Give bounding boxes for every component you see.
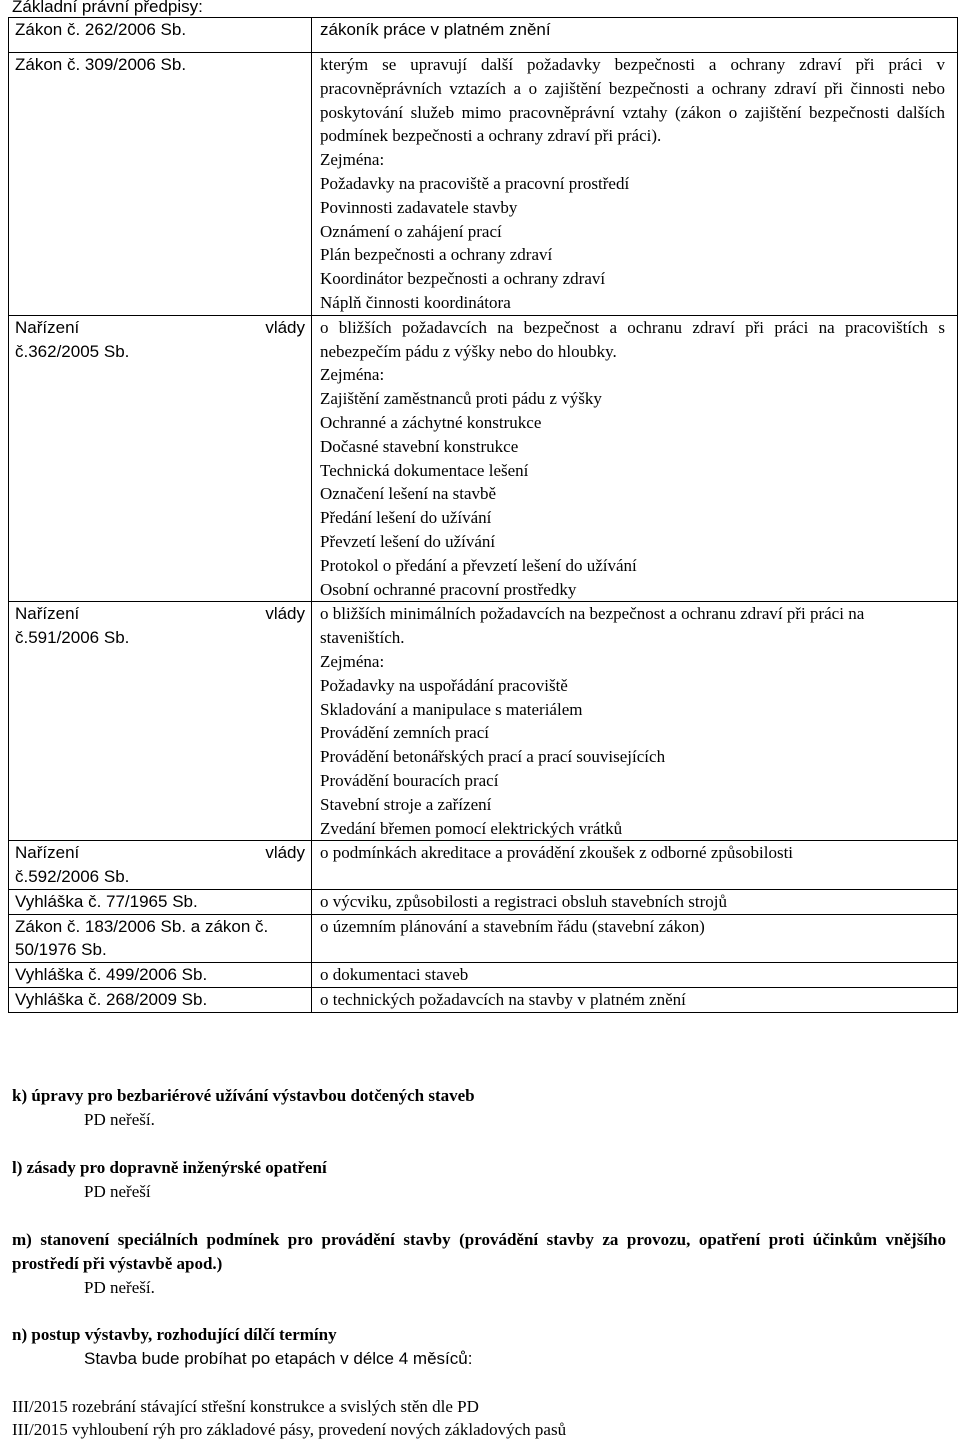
regulation-issuer: vlády (265, 317, 305, 337)
regulation-item: Ochranné a záchytné konstrukce (320, 412, 542, 432)
regulation-item: Předání lešení do užívání (320, 508, 492, 528)
regulation-id-cell (9, 602, 312, 841)
regulation-item: Převzetí lešení do užívání (320, 531, 496, 551)
section-title: k) úpravy pro bezbariérové užívání výstavbou dotčených staveb (12, 1086, 475, 1105)
regulation-id-cell (9, 315, 312, 602)
regulation-number: č.362/2005 Sb. (15, 341, 130, 361)
regulation-id: Vyhláška č. 77/1965 Sb. (9, 889, 312, 914)
table-row (9, 914, 958, 963)
regulation-description: o dokumentaci staveb (312, 963, 958, 988)
section-body: Stavba bude probíhat po etapách v délce 4 měsíců: (84, 1348, 473, 1368)
table-row (9, 18, 958, 53)
table-row (9, 988, 958, 1013)
page-heading: Základní právní předpisy: (12, 0, 203, 16)
regulation-item: Zajištění zaměstnanců proti pádu z výšky (320, 389, 602, 409)
section-m (12, 1228, 946, 1299)
regulation-id: Zákon č. 309/2006 Sb. (9, 53, 312, 316)
regulation-description: o technických požadavcích na stavby v platném znění (312, 988, 958, 1013)
regulation-description: o územním plánování a stavebním řádu (stavební zákon) (312, 914, 958, 963)
schedule-item: III/2015 vyhloubení rýh pro základové pásy, provedení nových základových pasů (12, 1420, 567, 1440)
regulation-id-cell (9, 841, 312, 890)
regulation-description: o podmínkách akreditace a provádění zkoušek z odborné způsobilosti (312, 841, 958, 890)
section-title: l) zásady pro dopravně inženýrské opatření (12, 1158, 327, 1177)
regulation-item: Protokol o předání a převzetí lešení do užívání (320, 555, 637, 575)
regulation-description: o bližších požadavcích na bezpečnost a ochranu zdraví při práci na pracovištích s nebezpečím pádu z výšky nebo do hloubky. (320, 317, 945, 361)
regulation-item: Náplň činnosti koordinátora (320, 292, 511, 312)
table-row (9, 889, 958, 914)
section-body: PD neřeší. (84, 1109, 155, 1129)
regulation-item: Požadavky na pracoviště a pracovní prostředí (320, 173, 630, 193)
section-title: n) postup výstavby, rozhodující dílčí termíny (12, 1325, 337, 1344)
regulation-item: Stavební stroje a zařízení (320, 794, 492, 814)
section-body: PD neřeší (84, 1181, 151, 1201)
table-row (9, 841, 958, 890)
regulation-item: Povinnosti zadavatele stavby (320, 197, 518, 217)
regulation-item: Provádění bouracích prací (320, 770, 499, 790)
table-row (9, 602, 958, 841)
legal-regulations-table (8, 17, 958, 1013)
section-k (12, 1084, 946, 1132)
regulation-item: Plán bezpečnosti a ochrany zdraví (320, 245, 553, 265)
regulation-type: Nařízení (15, 843, 80, 863)
regulation-description: o výcviku, způsobilosti a registraci obsluh stavebních strojů (312, 889, 958, 914)
zejmena-label: Zejména: (320, 651, 385, 671)
regulation-number: č.592/2006 Sb. (15, 867, 130, 887)
regulation-item: Požadavky na uspořádání pracoviště (320, 675, 568, 695)
regulation-item: Provádění betonářských prací a prací souvisejících (320, 747, 666, 767)
regulation-item: Provádění zemních prací (320, 723, 489, 743)
regulation-number: č.591/2006 Sb. (15, 628, 130, 648)
section-title: m) stanovení speciálních podmínek pro provádění stavby (provádění stavby za provozu, opatření proti účinkům vnějšího prostředí při výstavbě apod.) (12, 1230, 946, 1273)
regulation-description: o bližších minimálních požadavcích na bezpečnost a ochranu zdraví při práci na staveništích. (320, 604, 865, 648)
zejmena-label: Zejména: (320, 365, 385, 385)
regulation-detail-cell (312, 315, 958, 602)
regulation-id: Vyhláška č. 268/2009 Sb. (9, 988, 312, 1013)
regulation-detail-cell (312, 602, 958, 841)
table-row (9, 963, 958, 988)
regulation-description: zákoník práce v platném znění (312, 18, 958, 53)
section-l (12, 1156, 946, 1204)
schedule-item: III/2015 rozebrání stávající střešní konstrukce a svislých stěn dle PD (12, 1396, 479, 1416)
table-row (9, 315, 958, 602)
regulation-id: Zákon č. 183/2006 Sb. a zákon č. 50/1976 Sb. (9, 914, 312, 963)
table-row (9, 53, 958, 316)
regulation-description: kterým se upravují další požadavky bezpečnosti a ochrany zdraví při práci v pracovněprávních vztazích a o zajištění bezpečnosti a ochrany zdraví při činnosti nebo poskytování služeb mimo pracovněprávní vztahy (zákon o zajištění bezpečnosti dalších podmínek bezpečnosti a ochrany zdraví při práci). (320, 55, 945, 146)
regulation-item: Oznámení o zahájení prací (320, 221, 502, 241)
regulation-item: Zvedání břemen pomocí elektrických vrátků (320, 818, 623, 838)
regulation-item: Označení lešení na stavbě (320, 484, 497, 504)
regulation-item: Skladování a manipulace s materiálem (320, 699, 583, 719)
regulation-type: Nařízení (15, 317, 80, 337)
regulation-item: Dočasné stavební konstrukce (320, 436, 519, 456)
regulation-id: Vyhláška č. 499/2006 Sb. (9, 963, 312, 988)
regulation-issuer: vlády (265, 843, 305, 863)
regulation-item: Technická dokumentace lešení (320, 460, 529, 480)
regulation-issuer: vlády (265, 604, 305, 624)
regulation-detail-cell (312, 53, 958, 316)
zejmena-label: Zejména: (320, 150, 385, 170)
section-body: PD neřeší. (84, 1277, 155, 1297)
section-n (12, 1323, 946, 1442)
regulation-item: Osobní ochranné pracovní prostředky (320, 579, 577, 599)
regulation-type: Nařízení (15, 604, 80, 624)
regulation-item: Koordinátor bezpečnosti a ochrany zdraví (320, 269, 606, 289)
regulation-id: Zákon č. 262/2006 Sb. (9, 18, 312, 53)
